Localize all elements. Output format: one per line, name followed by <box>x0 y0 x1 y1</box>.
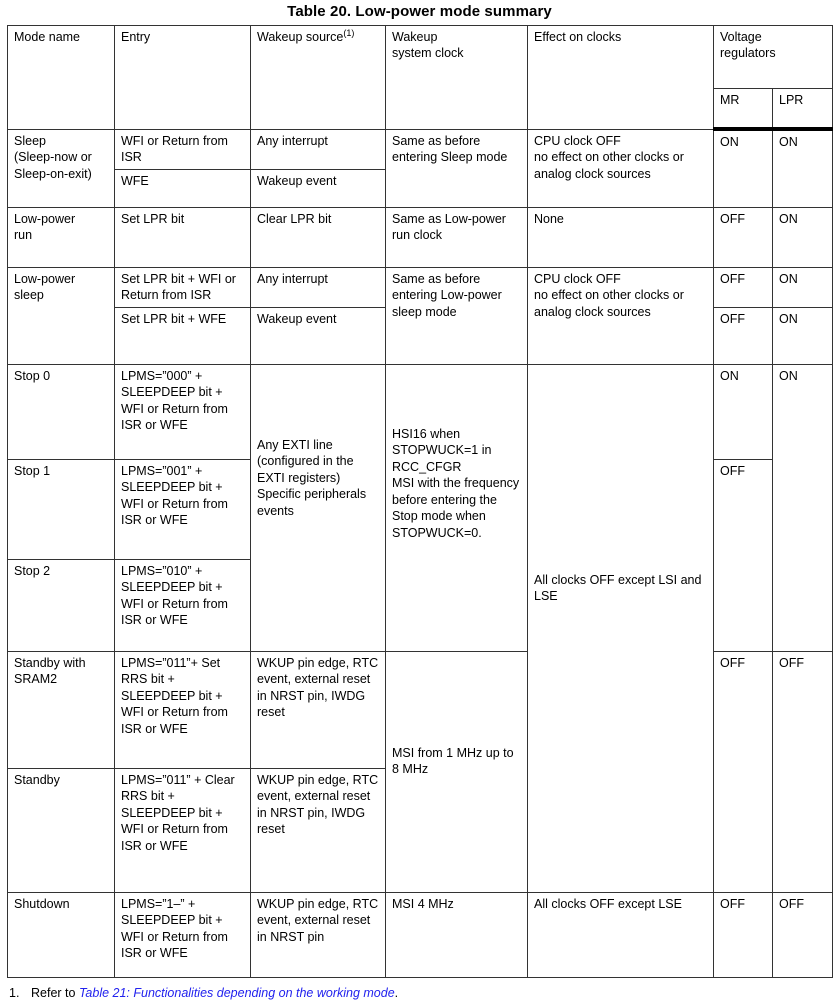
sleep-effect-line-2: no effect on other clocks or analog clock sources <box>534 150 684 181</box>
table-row-low-power-sleep-a <box>8 267 833 307</box>
cell-wakeup-clock-shutdown: MSI 4 MHz <box>386 892 528 977</box>
sleep-mode-line-3: Sleep-on-exit) <box>14 166 92 181</box>
cell-wakeup-source-standby-sram2: WKUP pin edge, RTC event, external reset in NRST pin, IWDG reset <box>251 651 386 768</box>
table-row-low-power-run <box>8 207 833 267</box>
cell-mode-name-stop-2: Stop 2 <box>8 559 115 651</box>
cell-wakeup-source-low-power-run: Clear LPR bit <box>251 207 386 267</box>
column-header-wakeup-system-clock <box>386 26 528 130</box>
cell-wakeup-source-low-power-sleep-event: Wakeup event <box>251 307 386 364</box>
cell-lpr-low-power-sleep-a: ON <box>773 267 833 307</box>
wakeup-system-clock-line-1: Wakeup <box>392 30 438 44</box>
wakeup-system-clock-line-2: system clock <box>392 46 464 60</box>
cell-mode-name-sleep <box>8 129 115 207</box>
cell-mr-standby: OFF <box>714 651 773 892</box>
cell-wakeup-clock-sleep: Same as before entering Sleep mode <box>386 129 528 207</box>
cell-wakeup-source-standby: WKUP pin edge, RTC event, external reset in NRST pin, IWDG reset <box>251 768 386 892</box>
footnote-marker-1: (1) <box>343 27 355 38</box>
cell-lpr-sleep: ON <box>773 129 833 207</box>
cell-wakeup-source-sleep-event: Wakeup event <box>251 169 386 207</box>
table-row-stop-0 <box>8 364 833 459</box>
cell-wakeup-clock-low-power-sleep: Same as before entering Low-power sleep mode <box>386 267 528 364</box>
cell-lpr-shutdown: OFF <box>773 892 833 977</box>
low-power-sleep-line-1: Low-power <box>14 271 76 286</box>
cell-mr-stop-1-2: OFF <box>714 459 773 651</box>
footnote-1-number: 1. <box>9 985 20 1000</box>
voltage-regulators-line-1: Voltage <box>720 30 762 44</box>
table-header <box>8 26 833 130</box>
column-header-wakeup-source <box>251 26 386 130</box>
cell-entry-sleep-wfi: WFI or Return from ISR <box>115 129 251 169</box>
cell-entry-stop-2: LPMS=”010” + SLEEPDEEP bit + WFI or Return from ISR or WFE <box>115 559 251 651</box>
cell-effect-on-clocks-sleep <box>528 129 714 207</box>
cell-entry-stop-1: LPMS=”001” + SLEEPDEEP bit + WFI or Return from ISR or WFE <box>115 459 251 559</box>
cell-wakeup-clock-stop <box>386 364 528 651</box>
cell-mode-name-standby-sram2 <box>8 651 115 768</box>
voltage-regulators-line-2: regulators <box>720 46 776 60</box>
footnote-1-text: Refer to <box>31 985 79 1000</box>
table-row-shutdown <box>8 892 833 977</box>
column-header-lpr: LPR <box>773 89 833 130</box>
cell-effect-on-clocks-low-power-sleep <box>528 267 714 364</box>
cell-wakeup-source-shutdown: WKUP pin edge, RTC event, external reset in NRST pin <box>251 892 386 977</box>
cell-entry-low-power-run: Set LPR bit <box>115 207 251 267</box>
cell-lpr-standby: OFF <box>773 651 833 892</box>
table-row-sleep-a <box>8 129 833 169</box>
standby-sram2-line-2: SRAM2 <box>14 672 58 686</box>
cell-mode-name-low-power-run <box>8 207 115 267</box>
low-power-sleep-effect-line-2: no effect on other clocks or analog clock sources <box>534 288 684 319</box>
sleep-mode-line-2: (Sleep-now or <box>14 150 92 164</box>
column-header-effect-on-clocks: Effect on clocks <box>528 26 714 130</box>
sleep-mode-line-1: Sleep <box>14 133 46 148</box>
cell-wakeup-source-low-power-sleep-interrupt: Any interrupt <box>251 267 386 307</box>
cell-wakeup-clock-low-power-run: Same as Low-power run clock <box>386 207 528 267</box>
sleep-effect-line-1: CPU clock OFF <box>534 133 621 148</box>
stop-wakeup-clock-line-1: HSI16 when STOPWUCK=1 in RCC_CFGR <box>392 426 492 474</box>
cell-mode-name-standby: Standby <box>8 768 115 892</box>
cell-mode-name-stop-1: Stop 1 <box>8 459 115 559</box>
cell-mr-sleep: ON <box>714 129 773 207</box>
cell-mode-name-stop-0: Stop 0 <box>8 364 115 459</box>
header-row-main <box>8 26 833 89</box>
low-power-run-line-2: run <box>14 228 33 242</box>
column-header-mr: MR <box>714 89 773 130</box>
cell-mr-stop-0: ON <box>714 364 773 459</box>
low-power-run-line-1: Low-power <box>14 211 76 226</box>
cell-mr-low-power-run: OFF <box>714 207 773 267</box>
low-power-sleep-effect-line-1: CPU clock OFF <box>534 271 621 286</box>
footnote-1-suffix: . <box>394 985 399 1000</box>
cell-lpr-stop-all: ON <box>773 364 833 651</box>
cell-wakeup-source-sleep-interrupt: Any interrupt <box>251 129 386 169</box>
low-power-mode-summary-table <box>7 25 833 978</box>
cell-wakeup-source-stop <box>251 364 386 651</box>
cell-mr-low-power-sleep-a: OFF <box>714 267 773 307</box>
cell-effect-on-clocks-stop-standby: All clocks OFF except LSI and LSE <box>528 364 714 892</box>
cell-mode-name-low-power-sleep <box>8 267 115 364</box>
cell-mode-name-shutdown: Shutdown <box>8 892 115 977</box>
cell-effect-on-clocks-shutdown: All clocks OFF except LSE <box>528 892 714 977</box>
cell-mr-low-power-sleep-b: OFF <box>714 307 773 364</box>
cell-entry-standby: LPMS=”011” + Clear RRS bit + SLEEPDEEP bit + WFI or Return from ISR or WFE <box>115 768 251 892</box>
cell-lpr-low-power-sleep-b: ON <box>773 307 833 364</box>
cell-entry-stop-0: LPMS=”000” + SLEEPDEEP bit + WFI or Return from ISR or WFE <box>115 364 251 459</box>
column-header-entry: Entry <box>115 26 251 130</box>
column-header-wakeup-source-text: Wakeup source <box>257 30 344 44</box>
stop-wakeup-source-line-1: Any EXTI line (configured in the EXTI registers) <box>257 437 354 485</box>
cell-mr-shutdown: OFF <box>714 892 773 977</box>
cell-effect-on-clocks-low-power-run: None <box>528 207 714 267</box>
cell-wakeup-clock-standby: MSI from 1 MHz up to 8 MHz <box>386 651 528 892</box>
cell-entry-standby-sram2: LPMS=”011”+ Set RRS bit + SLEEPDEEP bit + WFI or Return from ISR or WFE <box>115 651 251 768</box>
cell-entry-low-power-sleep-wfe: Set LPR bit + WFE <box>115 307 251 364</box>
stop-wakeup-source-line-2: Specific peripherals events <box>257 487 367 518</box>
stop-wakeup-clock-line-2: MSI with the frequency before entering the Stop mode when STOPWUCK=0. <box>392 476 520 540</box>
cell-lpr-low-power-run: ON <box>773 207 833 267</box>
column-header-voltage-regulators <box>714 26 833 89</box>
cell-entry-low-power-sleep-wfi: Set LPR bit + WFI or Return from ISR <box>115 267 251 307</box>
table-caption: Table 20. Low-power mode summary <box>287 3 552 20</box>
table-body <box>8 129 833 977</box>
low-power-sleep-line-2: sleep <box>14 288 44 302</box>
column-header-mode-name: Mode name <box>8 26 115 130</box>
standby-sram2-line-1: Standby with <box>14 655 86 670</box>
cell-entry-sleep-wfe: WFE <box>115 169 251 207</box>
cell-entry-shutdown: LPMS=”1–” + SLEEPDEEP bit + WFI or Return from ISR or WFE <box>115 892 251 977</box>
footnote-1-cross-reference-link[interactable]: Table 21: Functionalities depending on the working mode <box>78 985 395 1000</box>
